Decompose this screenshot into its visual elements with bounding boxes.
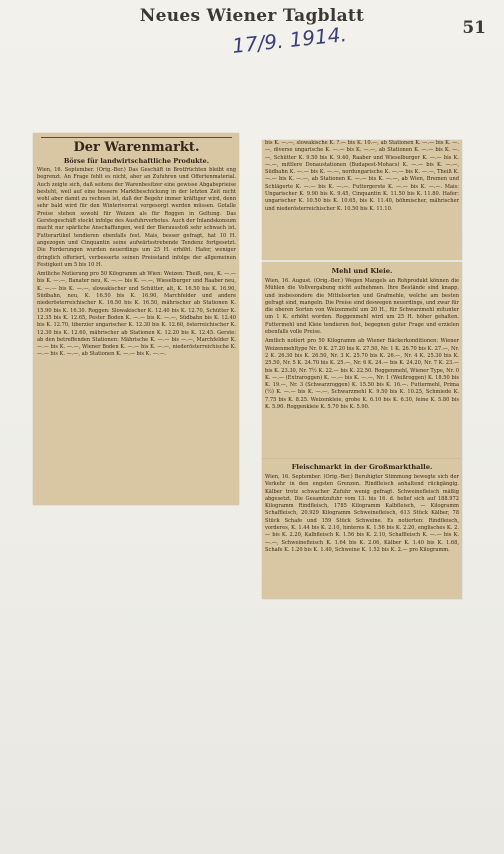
- paragraph-meat-report: Wien, 16. September. (Orig.-Ber.) Beruhigter Stimmung bewegte sich der Verkehr in den engsten Grenzen. Rindfleisch anhaltend rückgängig. Kälber trotz schwacher Zufuhr wenig gefragt. Schweinefleisch mäßig abgesetzt. Die Gesamtzufuhr vom 13. bis 16. d. belief sich auf 188.972 Kilogramm Rindfleisch, 1785 Kilogramm Kalbfleisch, — Kilogramm Schaffleisch, 20.929 Kilogramm Schweinefleisch, 613 Stück Kälber, 78 Stück Schafe und 159 Stück Schweine. Es notierten: Rindfleisch, vorderes, K. 1.44 bis K. 2.10, hinteres K. 1.56 bis K. 2.20, englisches K. 2.— bis K. 2.20, Kalbfleisch K. 1.56 bis K. 2.10, Schaffleisch K. —.— bis K. —.—, Schweinefleisch K. 1.64 bis K. 2.06, Kälber K. 1.40 bis K. 1.68, Schafe K. 1.20 bis K. 1.40, Schweine K. 1.52 bis K. 2.— pro Kilogramm.: [265, 474, 459, 553]
- clipping-subtitle: Börse für landwirtschaftliche Produkte.: [63, 157, 210, 165]
- top-rule: [41, 137, 232, 138]
- section-heading: Mehl und Kleie.: [331, 267, 393, 275]
- clipping-title: Der Warenmarkt.: [73, 140, 200, 155]
- clipping-quotes-continued: [262, 140, 462, 260]
- clipping-fleischmarkt: [262, 459, 462, 599]
- paragraph-flour-quotes: Amtlich notiert pro 50 Kilogramm ab Wiener Bäckerkonditionen: Wiener Weizenmehltype Nr. 0 K. 27.20 bis K. 27.50, Nr. 1 K. 26.70 bis K. 27.—, Nr. 2 K. 26.30 bis K. 26.50, Nr. 3 K. 25.70 bis K. 26.—, Nr. 4 K. 25.30 bis K. 25.50, Nr. 5 K. 24.70 bis K. 25.—, Nr. 6 K. 24.— bis K. 24.20, Nr. 7 K. 23.— bis K. 23.30, Nr. 7½ K. 22.— bis K. 22.50. Roggenmehl, Wiener Type, Nr. 0 K. —.— (Extraroggen) K. —.— bis K. —.—, Nr. 1 (Weißroggen) K. 18.50 bis K. 19.—, Nr. 3 (Schwarzroggen) K. 15.50 bis K. 16.—. Futtermehl, Prima (½) K. —.— bis K. —.—, Schwarzmehl K. 9.50 bis K. 10.25, Schmiede K. 7.75 bis K. 8.25. Weizenkleie, grobe K. 6.10 bis K. 6.30, feine K. 5.80 bis K. 5.90. Roggenkleie K. 5.70 bis K. 5.90.: [265, 338, 459, 411]
- handwritten-date: 17/9. 1914.: [231, 22, 348, 58]
- paragraph-quotes-continued: bis K. —.—, slowakische K. ?.— bis K. 10.—, ab Stationen K. —.— bis K. —.—, diverse ungarische K. —.— bis K. —.—, ab Stationen K. —.— bis K. —.—, Schütter K. 9.50 bis K. 9.40, Raaber und Wieselburger K. —.— bis K. —.—, mittlere Donaustationen (Budapest-Mohacs) K. —.— bis K. —.—, Südbahn K. —.— bis K. —.—, nordungarische K. —.— bis K. —.—, Theiß K. —.— bis K. —.—, ab Stationen K. —.— bis K. —.—, ab Wien, Bremen und Schlägerte K. —.— bis K. —.—. Futtergerste K. —.— bis K. —.—. Mais: Ungarischer K. 9.90 bis K. 9.45, Cinquantin K. 11.50 bis K. 11.80. Hafer: ungarischer K. 10.50 bis K. 10.65, bis K. 11.40, böhmischer, mährischer und niederösterreichischer K. 10.50 bis K. 11.10.: [265, 140, 459, 212]
- clipping-mehl-kleie: [262, 262, 462, 460]
- newspaper-masthead: Neues Wiener Tagblatt: [139, 6, 365, 26]
- section-heading: Fleischmarkt in der Großmarkthalle.: [291, 463, 433, 471]
- paragraph-official-quotes: Amtliche Notierung pro 50 Kilogramm ab Wien: Weizen: Theiß, neu, K. —.— bis K. —.—, Banater neu, K. —.— bis K. —.—, Wieselburger und Raaber neu, K. —.— bis K. —.—, slowakischer und Schütter, alt, K. 16.50 bis K. 16.90, Südbahn, neu, K. 16.50 bis K. 16.90, Marchfelder und andere niederösterreichischer K. 16.50 bis K. 16.50, mährischer ab Stationen K. 15.90 bis K. 16.30. Roggen: Slowakischer K. 12.40 bis K. 12.70, Schütter K. 12.35 bis K. 12.65, Pester Boden K. —.— bis K. —.—, Südbahn bis K. 12.40 bis K. 12.70, tiberzier ungarischer K. 12.30 bis K. 12.60, österreichischer K. 12.30 bis K. 12.60, mährischer ab Stationen K. 12.20 bis K. 12.45. Gerste: ab den betreffenden Stationen: Mährische K. —.— bis —.—, Marchfelder K. —.— bis K. —.—, Wiener Boden K. —.— bis K. —.—, niederösterreichische K. —.— bis K. —.—, ab Stationen K. —.— bis K. —.—.: [37, 271, 236, 358]
- page-number: 51: [462, 18, 486, 38]
- paragraph-flour-report: Wien, 16. August. (Orig.-Ber.) Wegen Mangels an Rohprodukt können die Mühlen die Vollvergabung nicht aufnehmen. Ihre Bestände sind knapp, und insbesondere die Mittelsorten und Grafmehle, welche am besten gefragt sind, mangeln. Die Preise sind deswegen neuerdings, und zwar für die oberen Sorten von Weizenmehl um 20 H., für Schwarzmehl mitunter um 1 K. erhöht worden. Roggenmehl wird um 25 H. höher gehalten. Futtermehl und Kleie tendieren fest, begegnen guter Frage und erzielen ebenfalls volle Preise.: [265, 278, 459, 336]
- clipping-warenmarkt: [33, 133, 239, 505]
- paragraph-market-report: Wien, 16. September. (Orig.-Ber.) Das Geschäft in Brotfrüchten bleibt eng begrenzt. An Frage fehlt es nicht, aber an Zufuhren und Offertenmaterial. Auch zeigte sich, daß seitens der Warenbesitzer eine gewisse Abgabsprieise besteht, weil auf eine bessere Marktbeschickung in der letzten Zeit nicht wohl aber damit zu rechnen ist, daß der Begehr immer kräftiger wird, denn sehr bald wird für den Winterivorrat vorgesorgt werden müssen. Gotalle Preise stehen sowohl für Weizen als für Roggen in Geltung. Das Gerstegeschäft stockt infolge des Ausfuhrverbotes. Auch der Inlandskonsum macht nur spärliche Anschaffungen, weil der Bierausstoß sehr schwach ist. Futterartikel tendieren ebenfalls fest. Mais, besser gefragt, hat 10 H. angezogen und Cinquantin seine aufwärtsstrebende Tendenz fortgesetzt. Die Forderungen wurden neuerdings um 25 H. erhöht. Hafer, weniger dringlich offeriert, verbesserte seinen Preisstand infolge der allgemeinen Festigkeit um 5 bis 10 H.: [37, 167, 236, 268]
